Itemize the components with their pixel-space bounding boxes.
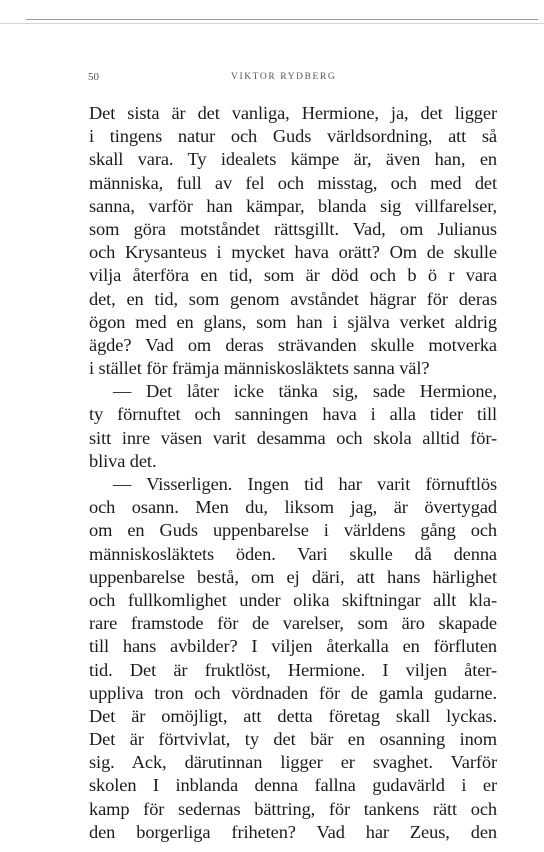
running-title: VIKTOR RYDBERG bbox=[231, 72, 337, 82]
text-line: människosläktets öden. Vari skulle då denna bbox=[89, 543, 497, 564]
text-line: Det är förtvivlat, ty det bär en osanning inom bbox=[89, 729, 497, 750]
top-rule-faint bbox=[0, 23, 544, 24]
text-line: och Krysanteus i mycket hava orätt? Om de skulle bbox=[89, 242, 497, 263]
text-line: sig. Ack, därutinnan ligger er svaghet. Varför bbox=[89, 752, 497, 773]
text-line: ägde? Vad om deras strävanden skulle motverka bbox=[89, 334, 497, 355]
text-line: om en Guds uppenbarelse i världens gång och bbox=[89, 520, 497, 541]
text-line: människa, full av fel och misstag, och med det bbox=[89, 172, 497, 193]
text-line: — Det låter icke tänka sig, sade Hermione, bbox=[113, 381, 497, 402]
page-number: 50 bbox=[88, 71, 99, 83]
text-line: i stället för främja människosläktets sanna väl? bbox=[89, 358, 430, 379]
text-line: sitt inre väsen varit desamma och skola alltid för- bbox=[89, 427, 497, 448]
text-line: ty förnuftet och sanningen hava i alla tider till bbox=[89, 404, 497, 425]
text-line: den borgerliga friheten? Vad har Zeus, den bbox=[89, 821, 497, 842]
text-line: uppenbarelse bestå, om ej däri, att hans härlighet bbox=[89, 566, 497, 587]
text-line: det, en tid, som genom avståndet hägrar för deras bbox=[89, 288, 497, 309]
text-line: tid. Det är fruktlöst, Hermione. I viljen åter- bbox=[89, 659, 497, 680]
text-line: kamp för sedernas bättring, för tankens rätt och bbox=[89, 798, 497, 819]
text-line: till hans avbilder? I viljen återkalla en förfluten bbox=[89, 636, 497, 657]
text-line: skolen I inblanda denna fallna gudavärld i er bbox=[89, 775, 497, 796]
text-line: vilja återföra en tid, som är död och b ö r vara bbox=[89, 265, 497, 286]
text-line: i tingens natur och Guds världsordning, att så bbox=[89, 126, 497, 147]
body-text bbox=[89, 102, 497, 844]
top-rule bbox=[26, 19, 538, 20]
text-line: Det är omöjligt, att detta företag skall lyckas. bbox=[89, 705, 497, 726]
text-line: rare framstode för de varelser, som äro skapade bbox=[89, 613, 497, 634]
text-line: skall vara. Ty idealets kämpe är, även han, en bbox=[89, 149, 497, 170]
text-line: Det sista är det vanliga, Hermione, ja, det ligger bbox=[89, 103, 497, 123]
running-head bbox=[88, 70, 498, 84]
text-line: och fullkomlighet under olika skiftningar allt kla- bbox=[89, 589, 497, 610]
text-line: uppliva tron och vördnaden för de gamla gudarne. bbox=[89, 682, 497, 703]
text-line: sanna, varför han kämpar, blanda sig villfarelser, bbox=[89, 195, 497, 216]
text-line: bliva det. bbox=[89, 450, 157, 471]
text-line: ögon med en glans, som han i själva verket aldrig bbox=[89, 311, 497, 332]
text-line: som göra motståndet rättsgillt. Vad, om Julianus bbox=[89, 218, 497, 239]
text-line: — Visserligen. Ingen tid har varit förnuftlös bbox=[113, 474, 497, 494]
text-line: och osann. Men du, liksom jag, är övertygad bbox=[89, 497, 497, 518]
